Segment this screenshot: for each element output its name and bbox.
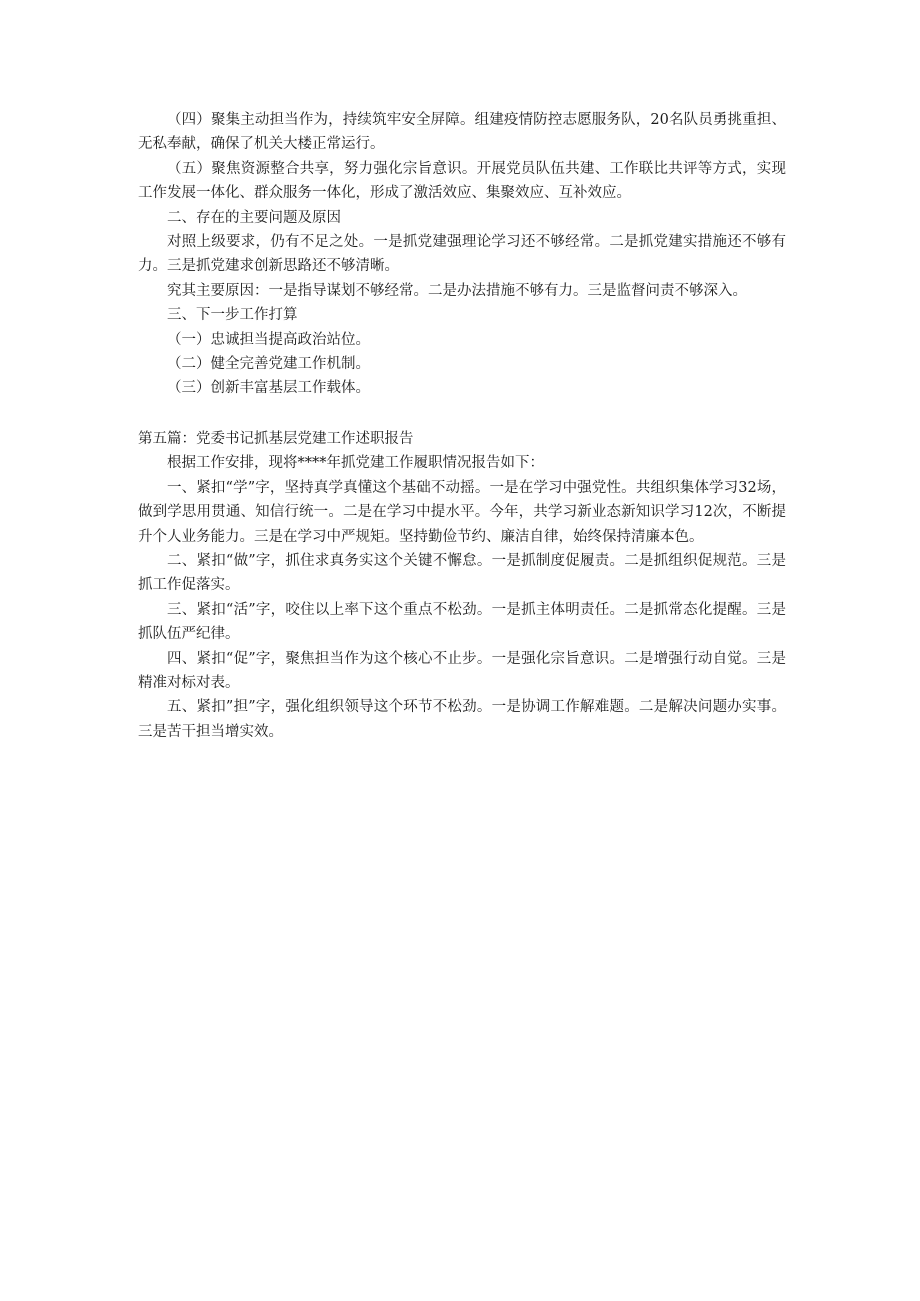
list-item: （二）健全完善党建工作机制。 xyxy=(167,356,370,373)
paragraph: （五）聚焦资源整合共享，努力强化宗旨意识。开展党员队伍共建、工作联比共评等方式，实现工作发展一体化、群众服务一体化，形成了激活效应、集聚效应、互补效应。 xyxy=(138,160,786,202)
paragraph: 对照上级要求，仍有不足之处。一是抓党建强理论学习还不够经常。二是抓党建实措施还不够有力。三是抓党建求创新思路还不够清晰。 xyxy=(138,234,786,275)
paragraph: 一、紧扣“学”字，坚持真学真懂这个基础不动摇。一是在学习中强党性。共组织集体学习32场，做到学思用贯通、知信行统一。二是在学习中提水平。今年，共学习新业态新知识学习12次，不断提升个人业务能力。三是在学习中严规矩。坚持勤俭节约、廉洁自律，始终保持清廉本色。 xyxy=(138,479,786,545)
paragraph: 五、紧扣”担”字，强化组织领导这个环节不松劲。一是协调工作解难题。二是解决问题办实事。三是苦干担当增实效。 xyxy=(138,699,786,740)
paragraph: 二、紧扣“做”字，抓住求真务实这个关键不懈怠。一是抓制度促履责。二是抓组织促规范。三是抓工作促落实。 xyxy=(138,552,786,594)
section-heading: 二、存在的主要问题及原因 xyxy=(167,209,341,226)
document-title: 第五篇：党委书记抓基层党建工作述职报告 xyxy=(138,430,414,447)
paragraph: 四、紧扣“促”字，聚焦担当作为这个核心不止步。一是强化宗旨意识。二是增强行动自觉。三是精准对标对表。 xyxy=(138,650,786,691)
paragraph: 三、紧扣“活”字，咬住以上率下这个重点不松劲。一是抓主体明责任。二是抓常态化提醒。三是抓队伍严纪律。 xyxy=(138,601,786,643)
list-item: （三）创新丰富基层工作载体。 xyxy=(167,380,370,397)
paragraph: 根据工作安排，现将****年抓党建工作履职情况报告如下： xyxy=(167,455,544,472)
paragraph: （四）聚集主动担当作为，持续筑牢安全屏障。组建疫情防控志愿服务队，20名队员勇挑重担、无私奉献，确保了机关大楼正常运行。 xyxy=(138,112,786,153)
section-heading: 三、下一步工作打算 xyxy=(167,307,298,324)
section-gap xyxy=(138,401,786,427)
document-body xyxy=(138,108,786,744)
list-item: （一）忠诚担当提高政治站位。 xyxy=(167,331,370,348)
paragraph: 究其主要原因：一是指导谋划不够经常。二是办法措施不够有力。三是监督问责不够深入。 xyxy=(167,282,747,299)
